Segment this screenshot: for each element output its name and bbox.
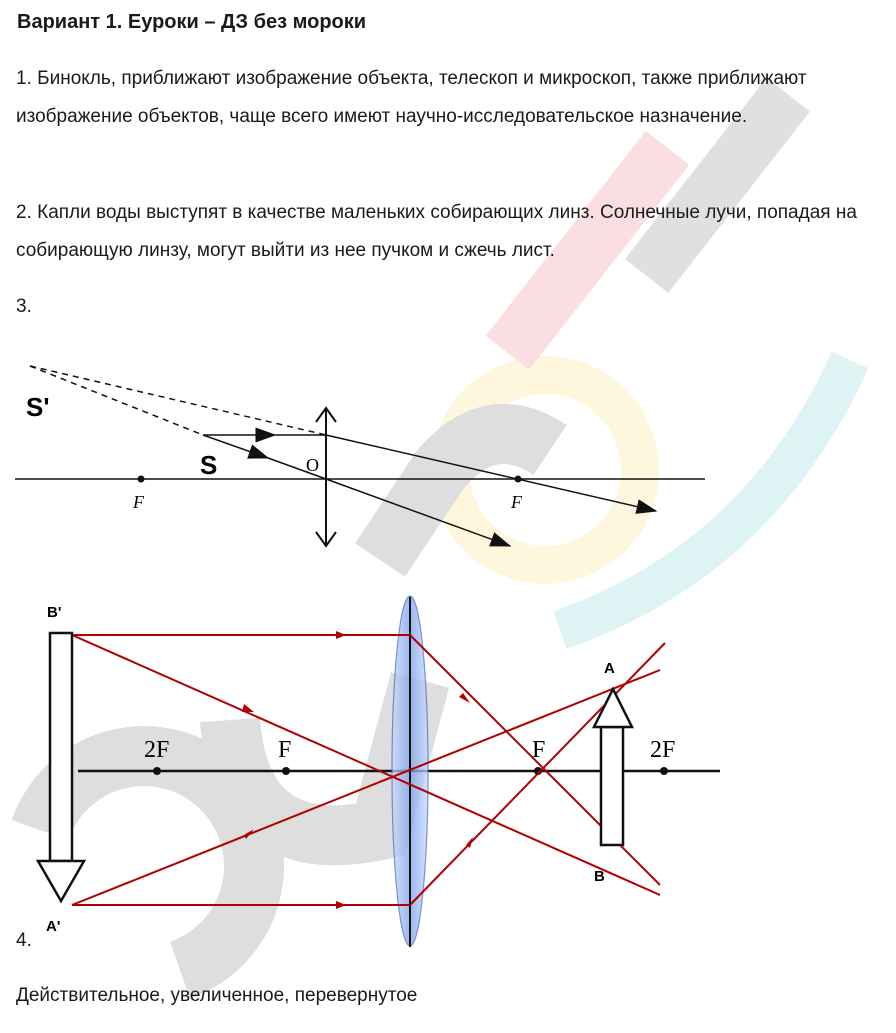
point-2f-right [660,767,668,775]
label-a-prime: A' [46,918,61,935]
ray-arrow-2 [336,901,346,909]
ray-arrow-3 [242,704,254,712]
answer-4-number: 4. [16,930,32,951]
lens-diagram-2 [0,595,896,955]
answer-2: 2. Капли воды выступят в качестве маленьких собирающих линз. Солнечные лучи, попадая на собирающую линзу, могут выйти из нее пучком и сжечь лист. [16,202,857,261]
label-s: S [200,450,218,480]
ray-arrow-4 [244,829,254,839]
dashed-extension-1 [30,366,203,435]
label-f-left: F [278,737,292,763]
label-b: B [594,868,605,885]
label-b-prime: B' [47,604,62,621]
page-title: Вариант 1. Еуроки – ДЗ без мороки [17,11,367,33]
ray-top-through-center [72,635,660,895]
lens-diagram-1 [0,340,896,560]
label-o: O [306,455,319,475]
refracted-ray [326,435,656,511]
label-2f-left: 2F [144,737,170,763]
label-2f-right: 2F [650,737,676,763]
image-arrow [594,689,632,845]
answer-4-text: Действительное, увеличенное, перевернутое [16,985,418,1006]
answer-3-number: 3. [16,296,32,317]
answer-1: 1. Бинокль, приближают изображение объекта, телескоп и микроскоп, также приближают изображение объектов, чаще всего имеют научно-исследовательское назначение. [16,68,807,127]
label-a: A [604,660,615,677]
object-arrow [38,633,84,901]
focus-left-dot [138,476,145,483]
label-f-left: F [133,492,144,512]
ray-bottom-through-center [72,670,660,905]
label-s-prime: S' [26,392,50,422]
label-f-right: F [532,737,546,763]
ray-arrow-1 [336,631,346,639]
label-f-right: F [511,492,522,512]
point-2f-left [153,767,161,775]
central-ray-out [326,479,510,546]
point-f-left [282,767,290,775]
